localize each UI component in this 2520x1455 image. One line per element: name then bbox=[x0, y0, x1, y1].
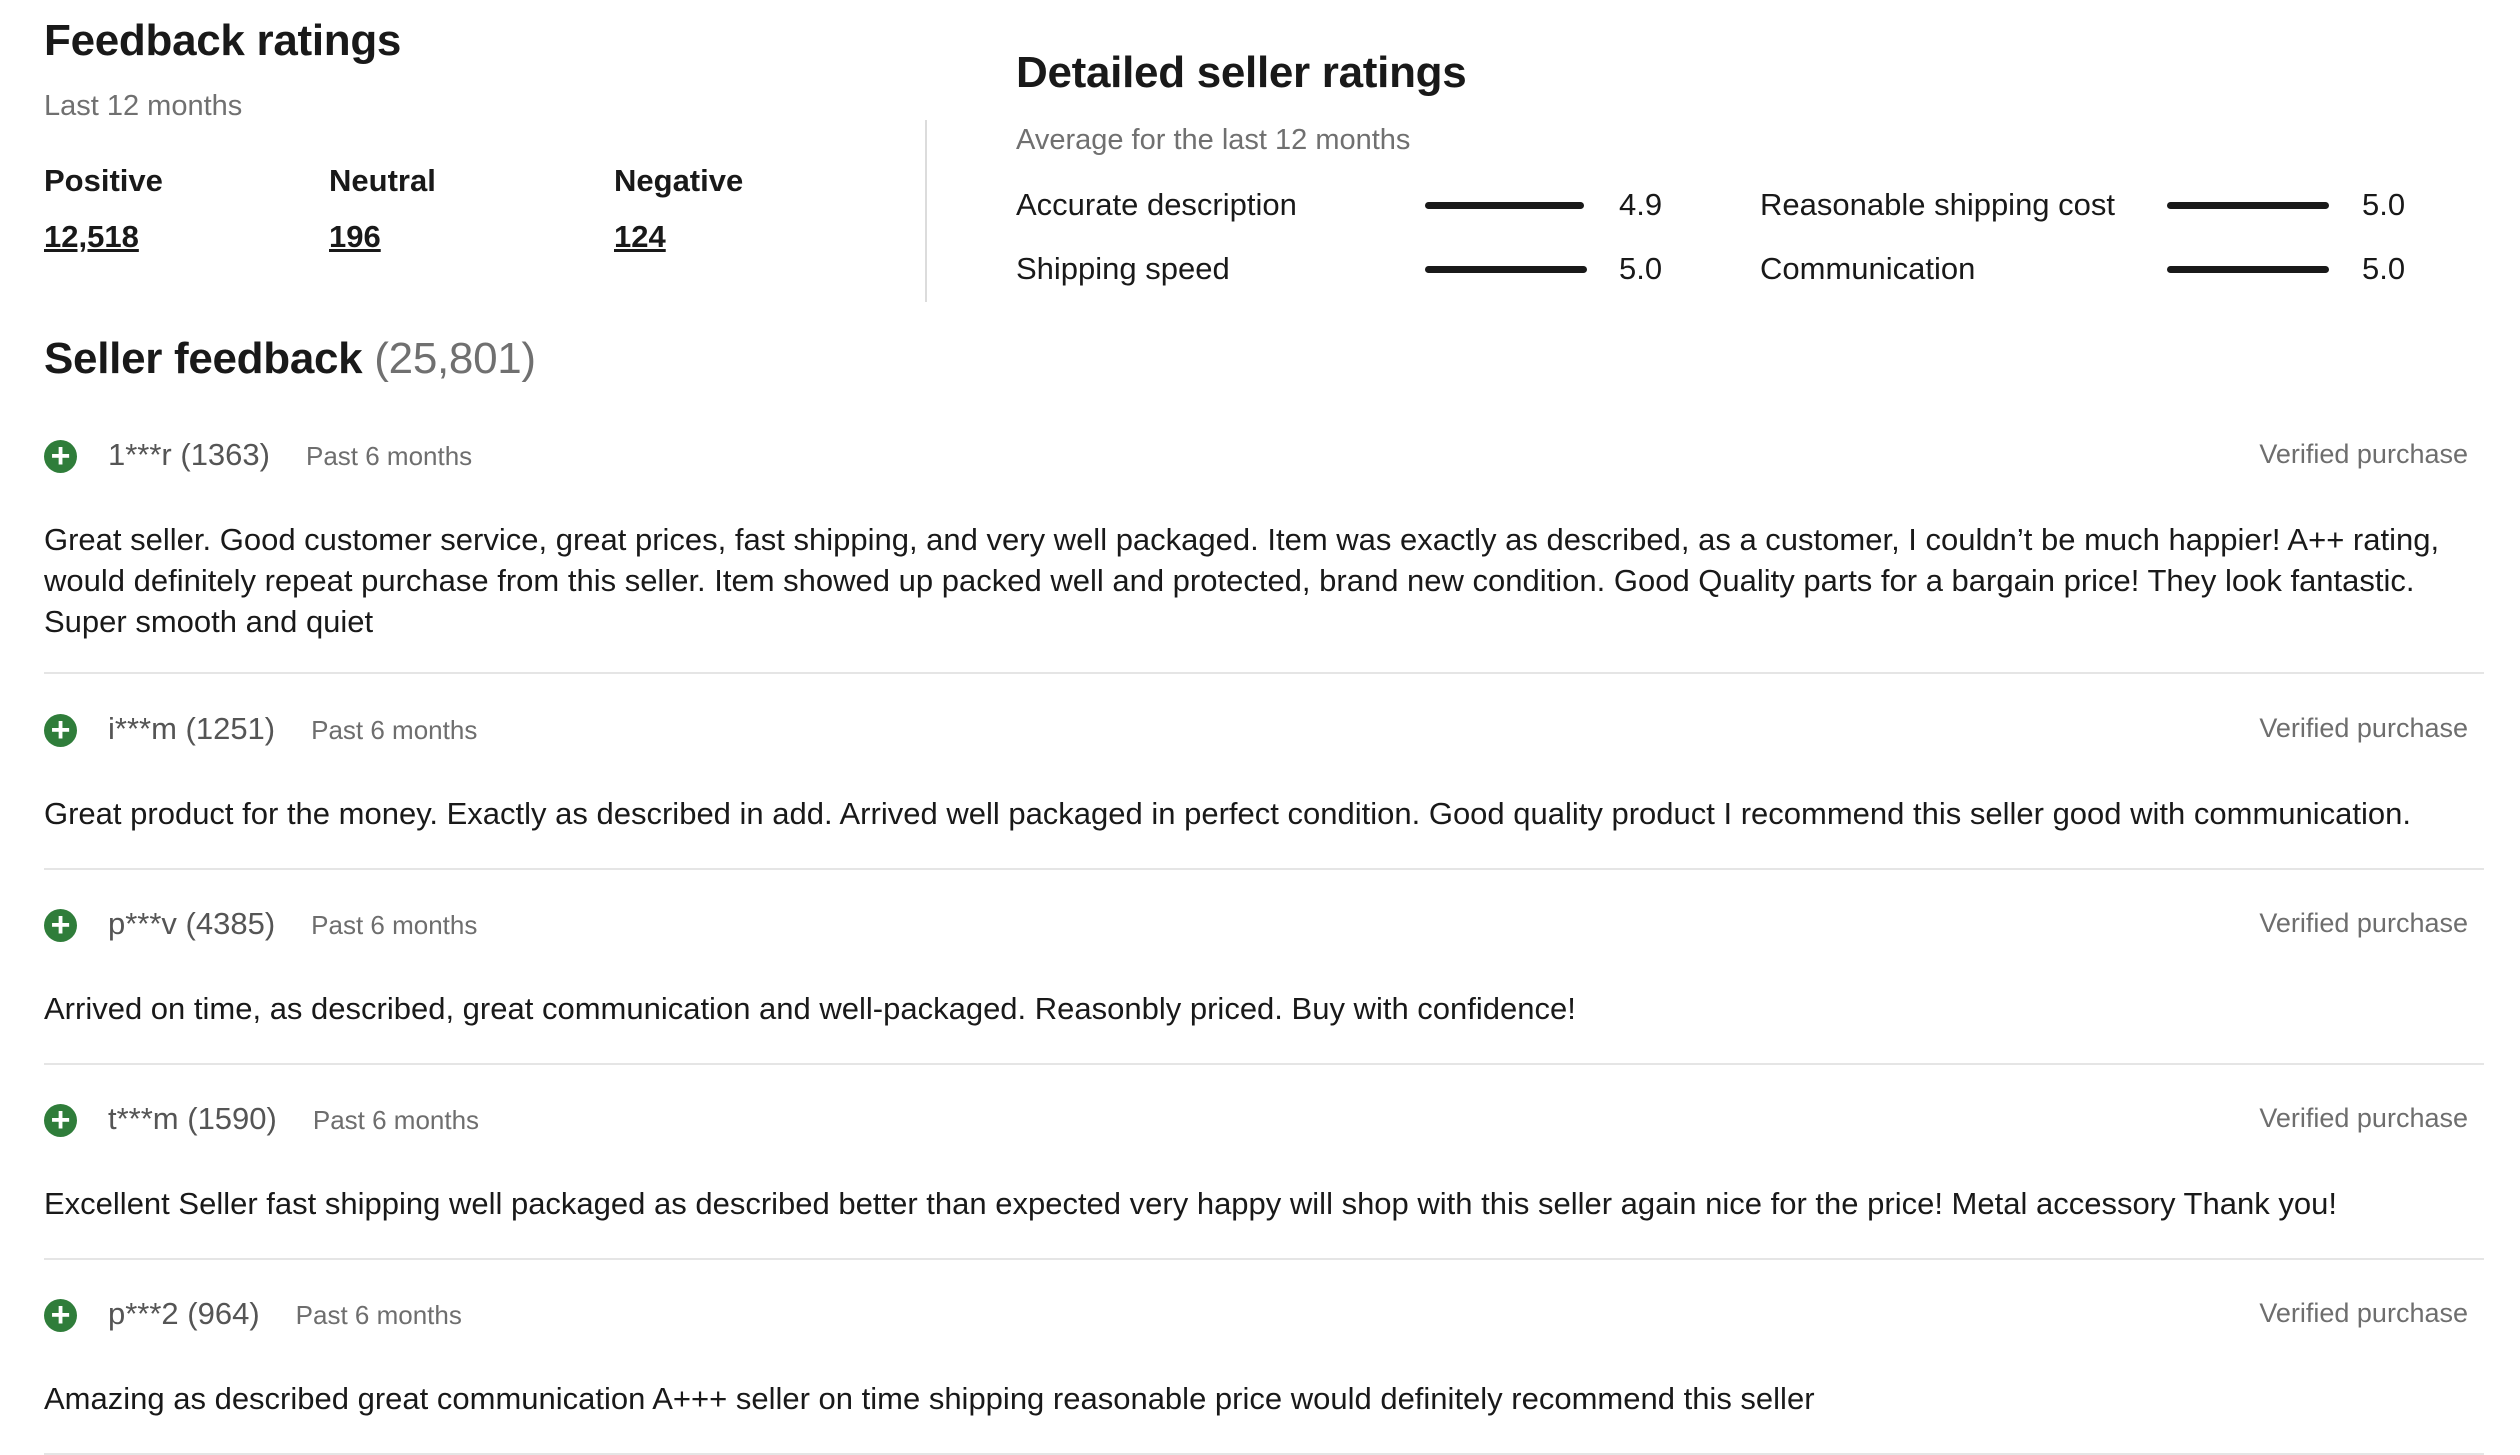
rating-bar-shipping-cost bbox=[2167, 202, 2329, 209]
negative-count-link[interactable]: 124 bbox=[614, 219, 666, 254]
feedback-time: Past 6 months bbox=[311, 715, 478, 745]
verified-purchase-label: Verified purchase bbox=[2259, 1298, 2468, 1328]
positive-label: Positive bbox=[44, 163, 163, 198]
feedback-user bbox=[108, 711, 477, 747]
feedback-user bbox=[108, 437, 472, 473]
feedback-item bbox=[44, 1101, 2484, 1260]
rating-bar-track bbox=[1425, 266, 1587, 273]
feedback-item bbox=[44, 1296, 2484, 1455]
rating-label-accurate-description: Accurate description bbox=[1016, 187, 1297, 222]
feedback-ratings-subtitle: Last 12 months bbox=[44, 90, 243, 122]
rating-label-communication: Communication bbox=[1760, 251, 1976, 286]
rating-bar-track bbox=[2167, 202, 2329, 209]
rating-bar-communication bbox=[2167, 266, 2329, 273]
neutral-count-link[interactable]: 196 bbox=[329, 219, 381, 254]
feedback-item bbox=[44, 711, 2484, 870]
feedback-comment: Great seller. Good customer service, great prices, fast shipping, and very well packaged. Item was exactly as described, as a customer, I couldn’t be much happier! A++ rating, would definitely repeat purchase from this seller. Item showed up packed well and protected, brand new condition. Good Quality parts for a bargain price! They look fantastic. Super smooth and quiet bbox=[44, 522, 2440, 639]
verified-purchase-label: Verified purchase bbox=[2259, 1103, 2468, 1133]
neutral-label: Neutral bbox=[329, 163, 436, 198]
feedback-item bbox=[44, 437, 2484, 674]
rating-value-shipping-speed: 5.0 bbox=[1619, 251, 1663, 286]
feedback-user-name: p***2 (964) bbox=[108, 1296, 260, 1331]
feedback-time: Past 6 months bbox=[311, 910, 478, 940]
verified-purchase-label: Verified purchase bbox=[2259, 908, 2468, 938]
section-divider bbox=[925, 120, 927, 302]
feedback-user-name: 1***r (1363) bbox=[108, 437, 270, 472]
feedback-time: Past 6 months bbox=[305, 441, 473, 471]
verified-purchase-label: Verified purchase bbox=[2259, 713, 2468, 743]
feedback-comment: Excellent Seller fast shipping well packaged as described better than expected very happy will shop with this seller again nice for the price! Metal accessory Thank you! bbox=[44, 1186, 2337, 1221]
seller-feedback-title-text: Seller feedback bbox=[44, 334, 363, 383]
feedback-comment: Great product for the money. Exactly as described in add. Arrived well packaged in perfect condition. Good quality product I recommend this seller good with communication. bbox=[44, 796, 2411, 831]
feedback-user-name: p***v (4385) bbox=[108, 906, 276, 941]
plus-circle-icon: + bbox=[44, 909, 77, 942]
feedback-ratings-title: Feedback ratings bbox=[44, 16, 402, 65]
feedback-user bbox=[108, 906, 477, 942]
rating-value-communication: 5.0 bbox=[2362, 251, 2406, 286]
feedback-user bbox=[108, 1101, 479, 1137]
rating-bar-shipping-speed bbox=[1425, 266, 1587, 273]
feedback-comment: Arrived on time, as described, great communication and well-packaged. Reasonbly priced. Buy with confidence! bbox=[44, 991, 1576, 1026]
positive-count-link[interactable]: 12,518 bbox=[44, 219, 139, 254]
rating-value-accurate-description: 4.9 bbox=[1619, 187, 1663, 222]
rating-bar-accurate-description bbox=[1425, 202, 1584, 209]
detailed-ratings-title: Detailed seller ratings bbox=[1016, 48, 1467, 97]
negative-label: Negative bbox=[614, 163, 744, 198]
rating-bar-track bbox=[1425, 202, 1587, 209]
rating-value-shipping-cost: 5.0 bbox=[2362, 187, 2406, 222]
verified-purchase-label: Verified purchase bbox=[2259, 439, 2468, 469]
feedback-user-name: t***m (1590) bbox=[108, 1101, 277, 1136]
seller-feedback-title bbox=[44, 334, 536, 384]
rating-label-shipping-cost: Reasonable shipping cost bbox=[1760, 187, 2116, 222]
plus-circle-icon: + bbox=[44, 714, 77, 747]
feedback-time: Past 6 months bbox=[312, 1105, 480, 1135]
detailed-ratings-subtitle: Average for the last 12 months bbox=[1016, 124, 1411, 156]
plus-circle-icon: + bbox=[44, 440, 77, 473]
seller-feedback-total: (25,801) bbox=[374, 334, 536, 383]
rating-label-shipping-speed: Shipping speed bbox=[1016, 251, 1230, 286]
feedback-user bbox=[108, 1296, 462, 1332]
feedback-time: Past 6 months bbox=[295, 1300, 462, 1330]
rating-bar-track bbox=[2167, 266, 2329, 273]
feedback-comment: Amazing as described great communication A+++ seller on time shipping reasonable price would definitely recommend this seller bbox=[44, 1381, 1815, 1416]
plus-circle-icon: + bbox=[44, 1104, 77, 1137]
plus-circle-icon: + bbox=[44, 1299, 77, 1332]
feedback-item bbox=[44, 906, 2484, 1065]
feedback-user-name: i***m (1251) bbox=[108, 711, 276, 746]
